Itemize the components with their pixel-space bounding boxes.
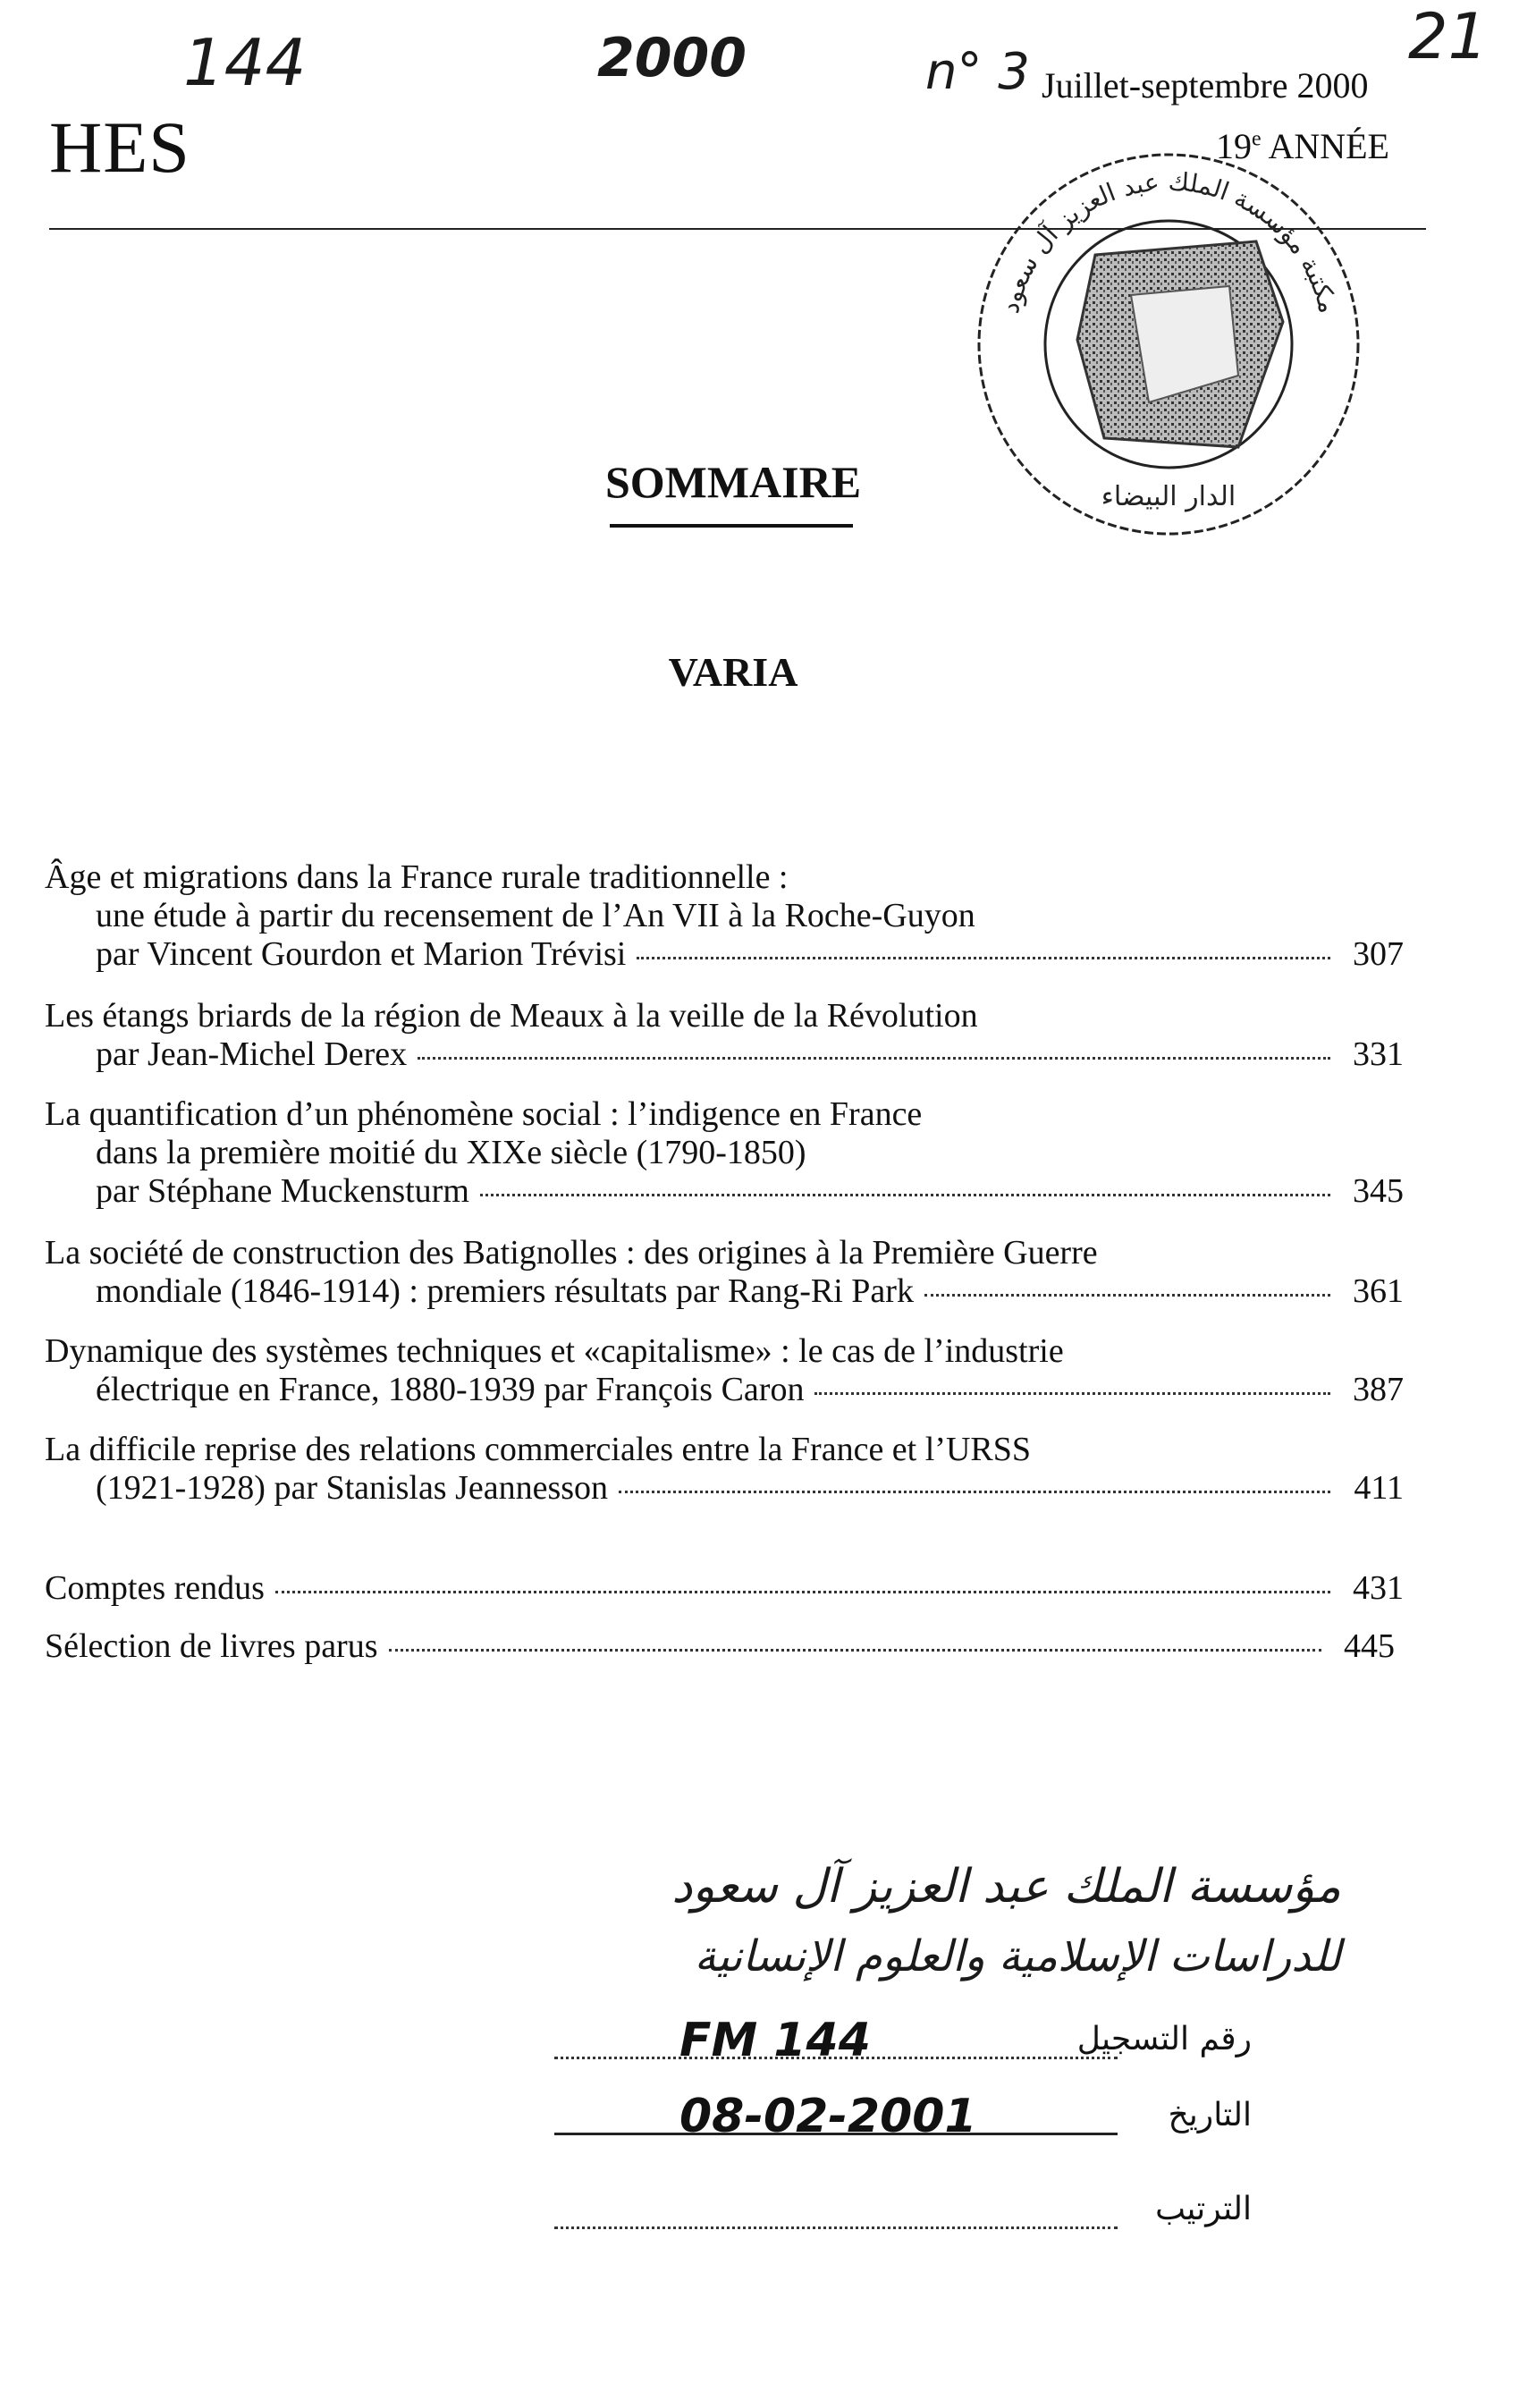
toc-dot-leader <box>418 1057 1330 1060</box>
toc-entry-page: 431 <box>1353 1569 1404 1607</box>
toc-dot-leader <box>637 957 1330 959</box>
toc-entry-last-line <box>45 1627 1395 1666</box>
varia-heading: VARIA <box>668 649 798 695</box>
toc-dot-leader <box>619 1491 1330 1493</box>
toc-dot-leader <box>275 1591 1330 1593</box>
toc-dot-leader <box>924 1294 1330 1297</box>
toc-entry-page: 361 <box>1353 1272 1404 1310</box>
registration-number-row <box>554 2014 1252 2074</box>
toc-entry-title: La société de construction des Batignolles : des origines à la Première Guerre <box>45 1234 1098 1272</box>
toc-entry-subtitle: dans la première moitié du XIXe siècle (1790-1850) <box>96 1134 806 1171</box>
toc-dot-leader <box>480 1194 1330 1196</box>
toc-entry-author: par Vincent Gourdon et Marion Trévisi <box>96 935 627 973</box>
toc-entry-last-line <box>45 1469 1404 1508</box>
toc-entry-comptes-rendus <box>45 1569 1404 1608</box>
handwritten-issue-mark: n° 3 <box>925 43 1030 101</box>
toc-entry-author: par Jean-Michel Derex <box>96 1035 408 1073</box>
toc-entry <box>45 1431 1404 1508</box>
toc-entry-author: mondiale (1846-1914) : premiers résultats par Rang-Ri Park <box>96 1272 914 1310</box>
toc-entry-title: Sélection de livres parus <box>45 1627 378 1665</box>
toc-entry-last-line <box>45 935 1404 974</box>
toc-entry-selection-livres <box>45 1627 1395 1666</box>
toc-entry-page: 345 <box>1353 1172 1404 1210</box>
stamp-bottom-text: الدار البيضاء <box>1101 481 1236 512</box>
toc-dot-leader <box>389 1649 1321 1652</box>
handwritten-catalog-number: 144 <box>183 25 307 100</box>
toc-entry-page: 307 <box>1353 935 1404 973</box>
toc-dot-leader <box>814 1392 1330 1395</box>
toc-entry-last-line <box>45 1371 1404 1409</box>
registration-number: FM 144 <box>679 2014 871 2067</box>
registration-date-row <box>554 2090 1252 2150</box>
toc-entry-title: Comptes rendus <box>45 1569 265 1607</box>
toc-entry <box>45 1332 1404 1409</box>
handwritten-year: 2000 <box>597 27 747 89</box>
registration-date-label: التاريخ <box>1168 2097 1252 2133</box>
issue-year-number: 19 <box>1216 126 1252 166</box>
toc-entry-last-line <box>45 1035 1404 1074</box>
registration-date: 08-02-2001 <box>679 2090 977 2143</box>
issue-year-word: ANNÉE <box>1268 126 1389 166</box>
toc-entry-page: 445 <box>1344 1627 1395 1665</box>
toc-entry <box>45 1095 1404 1211</box>
registration-order-row <box>554 2191 1252 2244</box>
toc-entry-last-line <box>45 1172 1404 1211</box>
journal-title: HES <box>49 106 190 188</box>
toc-entry-page: 387 <box>1353 1371 1404 1408</box>
issue-date: Juillet-septembre 2000 <box>1042 65 1369 106</box>
toc-entry-title: Les étangs briards de la région de Meaux à la veille de la Révolution <box>45 997 978 1035</box>
toc-entry-last-line <box>45 1569 1404 1608</box>
toc-entry-title: La difficile reprise des relations commerciales entre la France et l’URSS <box>45 1431 1032 1468</box>
registration-institution-line2: للدراسات الإسلامية والعلوم الإنسانية <box>694 1931 1341 1981</box>
toc-entry-subtitle: une étude à partir du recensement de l’An VII à la Roche-Guyon <box>96 897 975 934</box>
toc-entry <box>45 858 1404 974</box>
toc-entry-last-line <box>45 1272 1404 1311</box>
toc-entry-title: La quantification d’un phénomène social : l’indigence en France <box>45 1095 923 1133</box>
toc-entry-author: par Stéphane Muckensturm <box>96 1172 469 1210</box>
sommaire-heading: SOMMAIRE <box>604 457 862 507</box>
toc-entry-page: 331 <box>1353 1035 1404 1073</box>
registration-order-label: الترتيب <box>1155 2191 1252 2227</box>
toc-entry-title: Dynamique des systèmes techniques et «capitalisme» : le cas de l’industrie <box>45 1332 1064 1370</box>
toc-entry-author: électrique en France, 1880-1939 par François Caron <box>96 1371 805 1408</box>
registration-dotted-line <box>554 2226 1118 2229</box>
registration-number-label: رقم التسجيل <box>1076 2021 1252 2057</box>
toc-entry <box>45 1234 1404 1311</box>
toc-entry-author: (1921-1928) par Stanislas Jeannesson <box>96 1469 609 1507</box>
registration-institution-line1: مؤسسة الملك عبد العزيز آل سعود <box>671 1860 1341 1914</box>
issue-year-sup: e <box>1252 127 1262 151</box>
stamp-top-text: مكتبة مؤسسة الملك عبد العزيز آل سعود <box>994 166 1344 317</box>
sommaire-underline <box>610 524 853 528</box>
handwritten-corner-mark: 21 <box>1408 0 1489 73</box>
toc-entry <box>45 997 1404 1074</box>
toc-entry-page: 411 <box>1354 1469 1404 1507</box>
toc-entry-title: Âge et migrations dans la France rurale traditionnelle : <box>45 858 789 896</box>
